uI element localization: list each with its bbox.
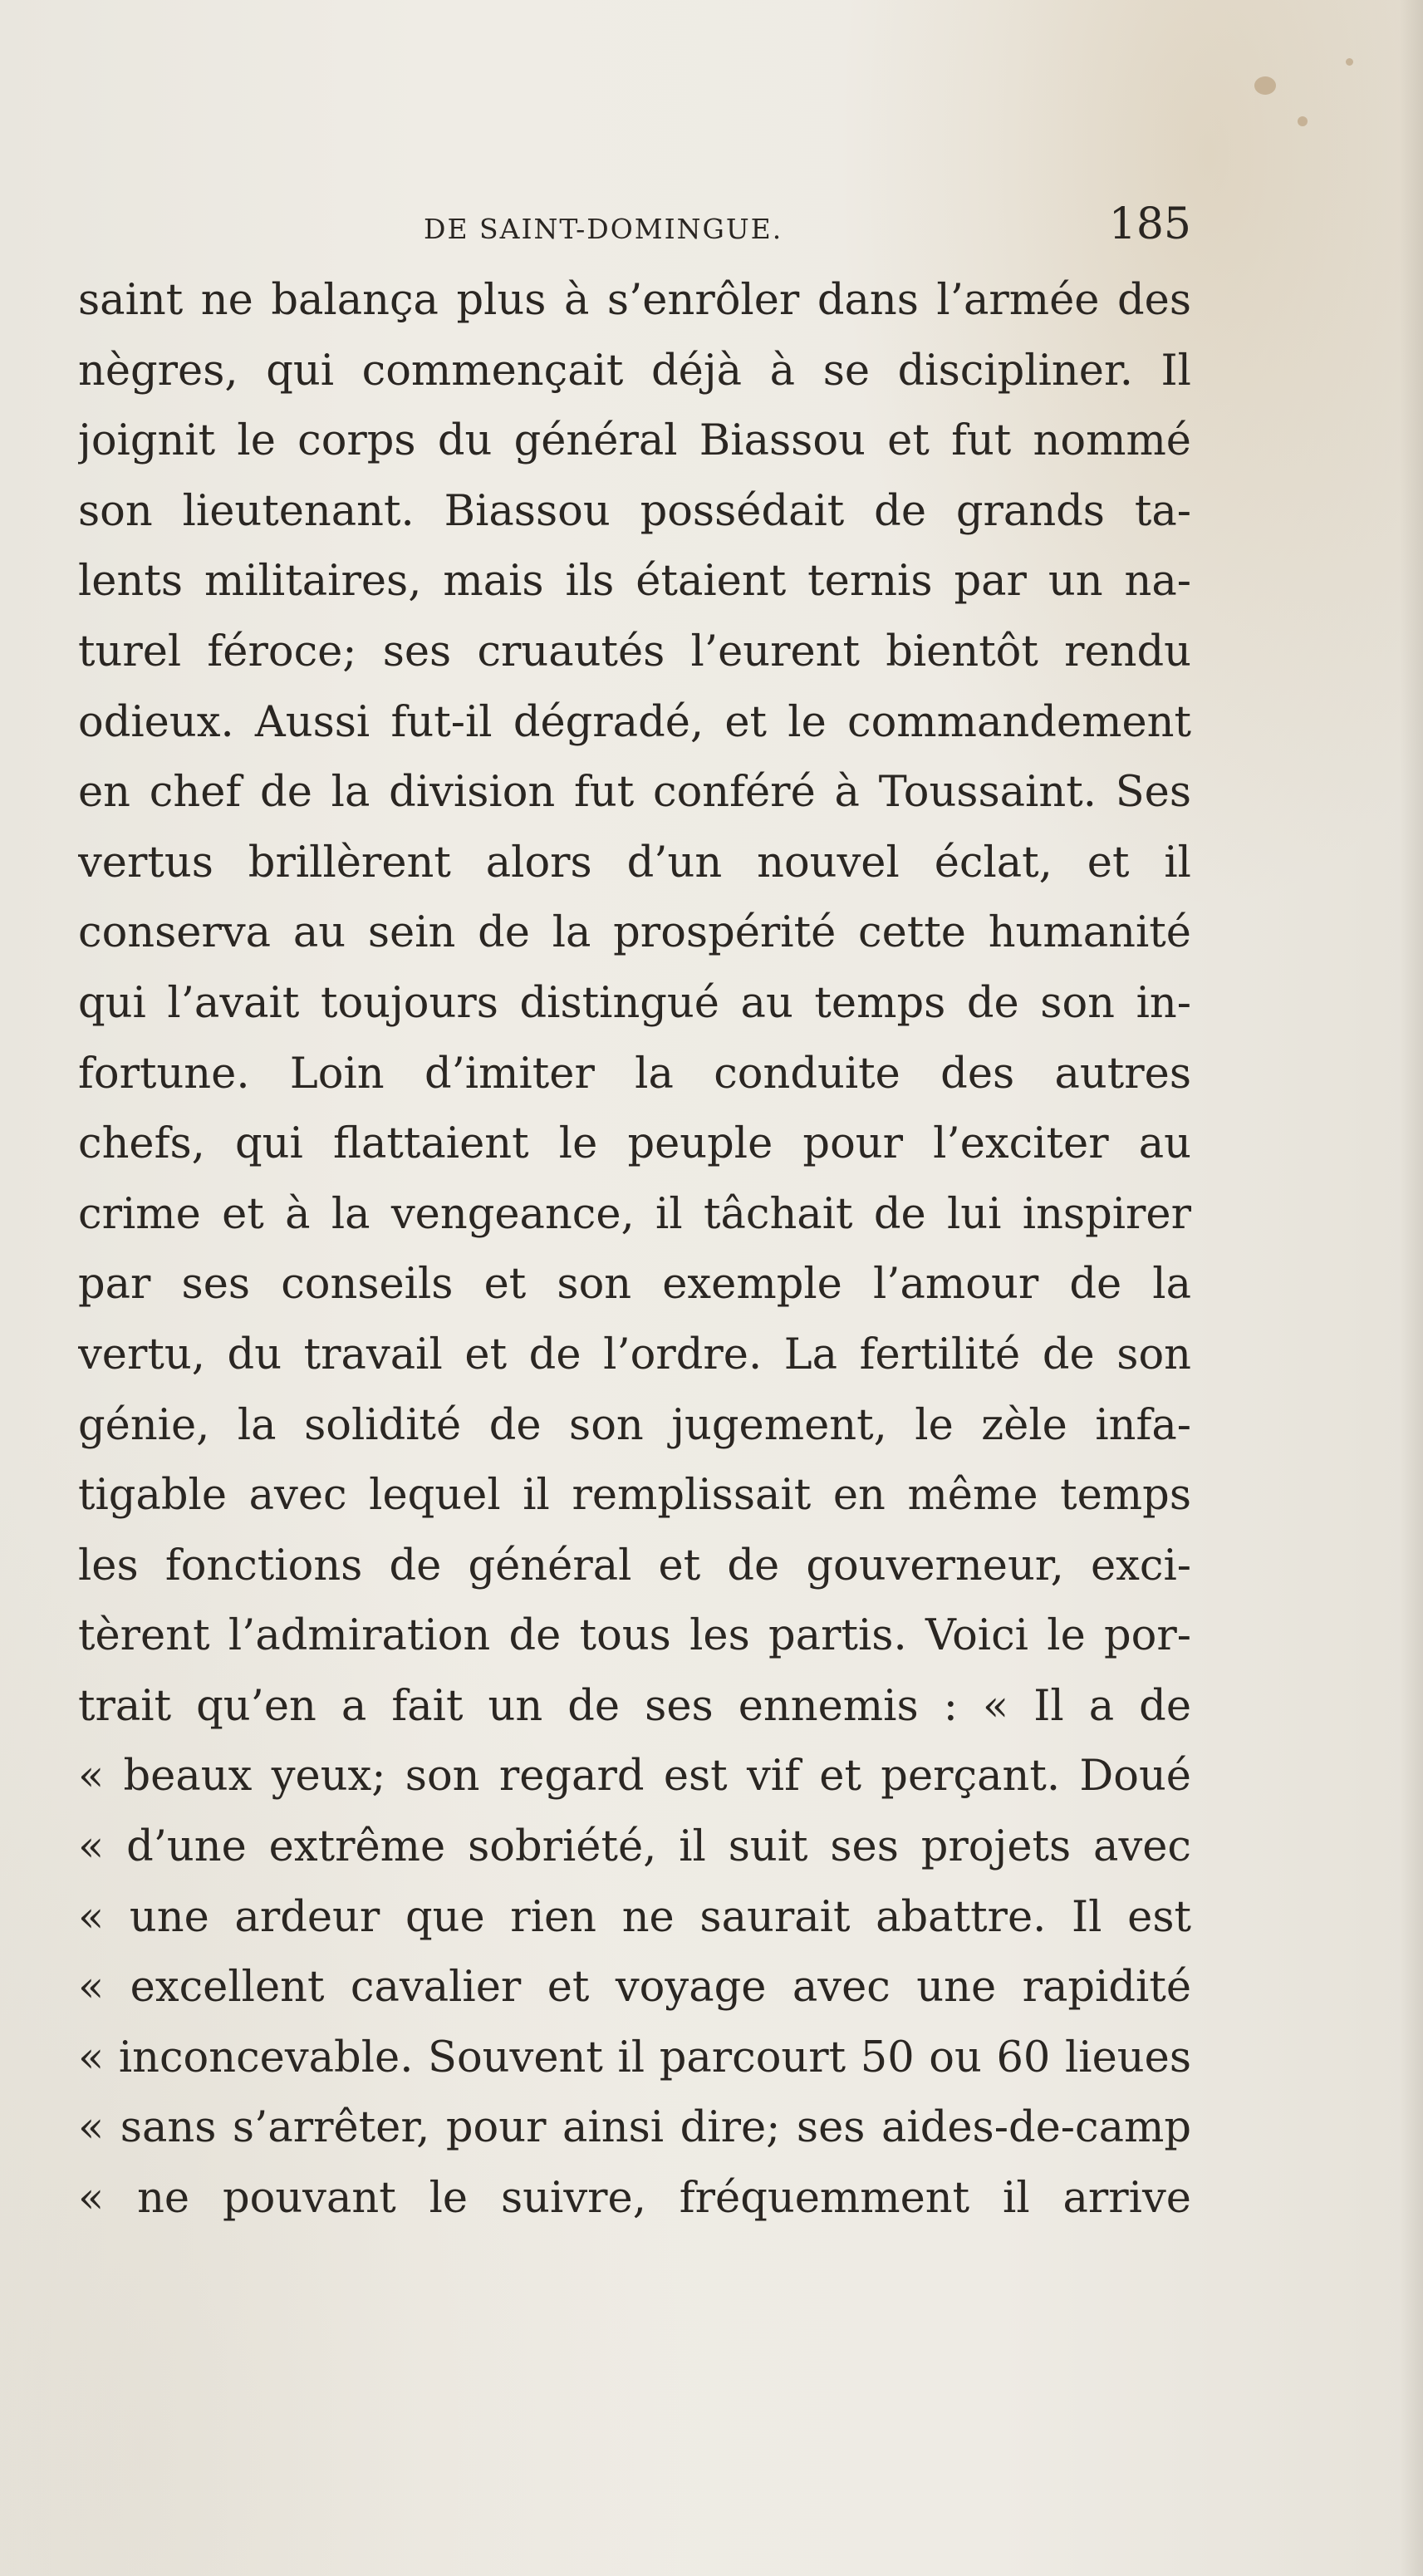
paper-stain [1298, 116, 1308, 126]
text-line: en chef de la division fut conféré à Toussaint. Ses [78, 768, 1191, 818]
text-line: qui l’avait toujours distingué au temps de son in- [78, 978, 1191, 1028]
text-line: vertus brillèrent alors d’un nouvel éclat, et il [78, 838, 1191, 887]
text-line: par ses conseils et son exemple l’amour de la [78, 1260, 1191, 1310]
quote-line: « d’une extrême sobriété, il suit ses projets avec [78, 1822, 1191, 1872]
text-line: les fonctions de général et de gouverneur, exci- [78, 1541, 1191, 1590]
quote-line: « une ardeur que rien ne saurait abattre. Il est [78, 1892, 1191, 1942]
text-line: tèrent l’admiration de tous les partis. Voici le por- [78, 1611, 1191, 1661]
text-line: saint ne balança plus à s’enrôler dans l’armée des [78, 276, 1191, 325]
text-line: chefs, qui flattaient le peuple pour l’exciter au [78, 1119, 1191, 1169]
page-number: 185 [1108, 199, 1191, 249]
page-edge-shadow [1400, 0, 1423, 2576]
text-line: conserva au sein de la prospérité cette humanité [78, 908, 1191, 958]
text-line: crime et à la vengeance, il tâchait de lui inspirer [78, 1189, 1191, 1239]
body-text [78, 266, 1191, 2234]
text-line: lents militaires, mais ils étaient ternis par un na- [78, 557, 1191, 607]
text-line: fortune. Loin d’imiter la conduite des autres [78, 1049, 1191, 1099]
quote-line: « ne pouvant le suivre, fréquemment il arrive [78, 2174, 1191, 2224]
paper-stain [1346, 58, 1353, 66]
paper-stain [1254, 76, 1276, 95]
text-line: nègres, qui commençait déjà à se discipliner. Il [78, 346, 1191, 396]
text-line: joignit le corps du général Biassou et fut nommé [78, 416, 1191, 466]
text-line: vertu, du travail et de l’ordre. La fertilité de son [78, 1330, 1191, 1379]
quote-line: « inconcevable. Souvent il parcourt 50 ou 60 lieues [78, 2033, 1191, 2082]
text-line: odieux. Aussi fut-il dégradé, et le commandement [78, 697, 1191, 747]
text-line: turel féroce; ses cruautés l’eurent bientôt rendu [78, 627, 1191, 676]
quote-line: « sans s’arrêter, pour ainsi dire; ses aides-de-camp [78, 2103, 1191, 2153]
running-head: DE SAINT-DOMINGUE. [424, 213, 783, 245]
text-line: trait qu’en a fait un de ses ennemis : « Il a de [78, 1681, 1191, 1731]
text-line: tigable avec lequel il remplissait en même temps [78, 1471, 1191, 1521]
text-line: son lieutenant. Biassou possédait de grands ta- [78, 486, 1191, 536]
quote-line: « excellent cavalier et voyage avec une rapidité [78, 1963, 1191, 2013]
page-header [78, 196, 1191, 263]
quote-line: « beaux yeux; son regard est vif et perçant. Doué [78, 1752, 1191, 1802]
text-line: génie, la solidité de son jugement, le zèle infa- [78, 1400, 1191, 1450]
